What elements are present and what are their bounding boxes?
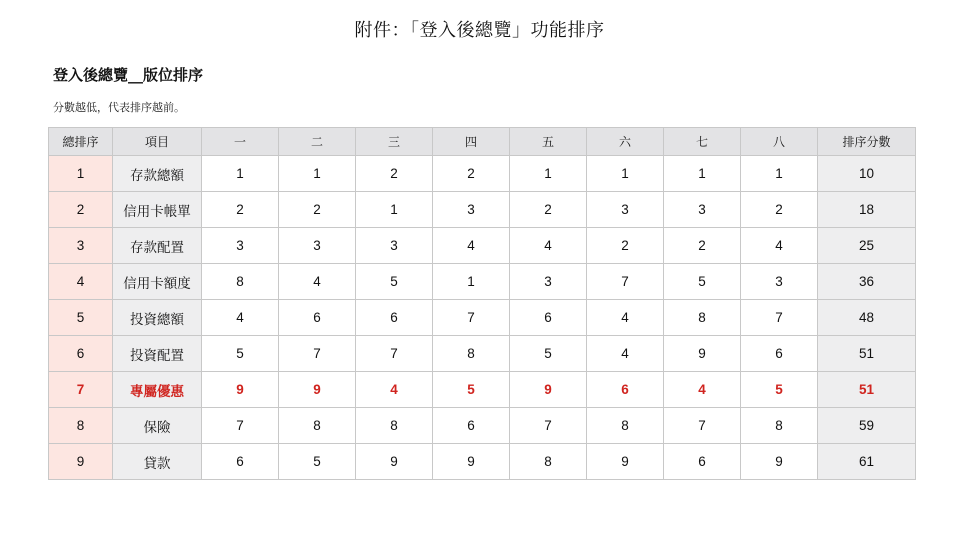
item-cell: 貸款	[113, 444, 202, 480]
score-cell-4: 8	[433, 336, 510, 372]
header-cell-4: 四	[433, 128, 510, 156]
score-cell-3: 5	[356, 264, 433, 300]
score-cell-3: 8	[356, 408, 433, 444]
score-cell-7: 9	[664, 336, 741, 372]
rank-cell: 2	[49, 192, 113, 228]
score-cell-7: 6	[664, 444, 741, 480]
score-cell-1: 7	[202, 408, 279, 444]
total-score-cell: 61	[818, 444, 916, 480]
header-cell-7: 七	[664, 128, 741, 156]
score-cell-2: 4	[279, 264, 356, 300]
score-cell-7: 5	[664, 264, 741, 300]
score-cell-4: 1	[433, 264, 510, 300]
item-cell: 專屬優惠	[113, 372, 202, 408]
score-cell-1: 4	[202, 300, 279, 336]
total-score-cell: 18	[818, 192, 916, 228]
header-cell-item: 項目	[113, 128, 202, 156]
table-row	[49, 408, 916, 444]
score-cell-8: 6	[741, 336, 818, 372]
score-cell-7: 8	[664, 300, 741, 336]
total-score-cell: 59	[818, 408, 916, 444]
score-cell-7: 1	[664, 156, 741, 192]
table-row	[49, 192, 916, 228]
score-cell-2: 6	[279, 300, 356, 336]
score-cell-3: 4	[356, 372, 433, 408]
score-cell-5: 2	[510, 192, 587, 228]
score-cell-2: 2	[279, 192, 356, 228]
score-cell-6: 2	[587, 228, 664, 264]
table-row	[49, 336, 916, 372]
table-row	[49, 264, 916, 300]
score-cell-2: 5	[279, 444, 356, 480]
section-title: 登入後總覽__版位排序	[53, 66, 204, 84]
score-cell-8: 5	[741, 372, 818, 408]
score-cell-4: 2	[433, 156, 510, 192]
score-cell-8: 3	[741, 264, 818, 300]
score-cell-1: 3	[202, 228, 279, 264]
total-score-cell: 51	[818, 372, 916, 408]
score-cell-5: 9	[510, 372, 587, 408]
score-cell-3: 9	[356, 444, 433, 480]
score-cell-6: 8	[587, 408, 664, 444]
score-cell-6: 7	[587, 264, 664, 300]
header-cell-rank: 總排序	[49, 128, 113, 156]
score-cell-4: 4	[433, 228, 510, 264]
score-cell-7: 3	[664, 192, 741, 228]
score-cell-5: 3	[510, 264, 587, 300]
score-cell-2: 7	[279, 336, 356, 372]
score-cell-8: 9	[741, 444, 818, 480]
score-cell-6: 4	[587, 300, 664, 336]
header-cell-5: 五	[510, 128, 587, 156]
score-cell-5: 8	[510, 444, 587, 480]
score-cell-5: 7	[510, 408, 587, 444]
ranking-table	[48, 127, 916, 480]
table-row	[49, 300, 916, 336]
total-score-cell: 25	[818, 228, 916, 264]
score-cell-6: 3	[587, 192, 664, 228]
score-cell-4: 5	[433, 372, 510, 408]
score-cell-1: 6	[202, 444, 279, 480]
score-cell-2: 3	[279, 228, 356, 264]
header-cell-2: 二	[279, 128, 356, 156]
score-cell-2: 9	[279, 372, 356, 408]
score-cell-3: 1	[356, 192, 433, 228]
table-row	[49, 444, 916, 480]
item-cell: 存款配置	[113, 228, 202, 264]
header-cell-1: 一	[202, 128, 279, 156]
item-cell: 投資配置	[113, 336, 202, 372]
score-cell-1: 9	[202, 372, 279, 408]
note-text: 分數越低，代表排序越前。	[53, 101, 185, 114]
total-score-cell: 36	[818, 264, 916, 300]
total-score-cell: 10	[818, 156, 916, 192]
score-cell-4: 7	[433, 300, 510, 336]
score-cell-8: 8	[741, 408, 818, 444]
table-body	[49, 156, 916, 480]
score-cell-5: 4	[510, 228, 587, 264]
rank-cell: 4	[49, 264, 113, 300]
rank-cell: 9	[49, 444, 113, 480]
score-cell-8: 2	[741, 192, 818, 228]
score-cell-5: 6	[510, 300, 587, 336]
table-row	[49, 228, 916, 264]
score-cell-7: 4	[664, 372, 741, 408]
item-cell: 保險	[113, 408, 202, 444]
table-row	[49, 372, 916, 408]
item-cell: 信用卡帳單	[113, 192, 202, 228]
header-row	[49, 128, 916, 156]
score-cell-1: 2	[202, 192, 279, 228]
score-cell-8: 4	[741, 228, 818, 264]
score-cell-4: 3	[433, 192, 510, 228]
score-cell-5: 5	[510, 336, 587, 372]
score-cell-8: 1	[741, 156, 818, 192]
score-cell-8: 7	[741, 300, 818, 336]
table-row	[49, 156, 916, 192]
score-cell-2: 8	[279, 408, 356, 444]
score-cell-7: 7	[664, 408, 741, 444]
score-cell-4: 9	[433, 444, 510, 480]
score-cell-6: 9	[587, 444, 664, 480]
score-cell-6: 4	[587, 336, 664, 372]
rank-cell: 1	[49, 156, 113, 192]
header-cell-6: 六	[587, 128, 664, 156]
page-title: 附件：「登入後總覽」功能排序	[354, 20, 605, 41]
header-cell-score: 排序分數	[818, 128, 916, 156]
rank-cell: 6	[49, 336, 113, 372]
score-cell-1: 1	[202, 156, 279, 192]
score-cell-6: 6	[587, 372, 664, 408]
rank-cell: 8	[49, 408, 113, 444]
score-cell-4: 6	[433, 408, 510, 444]
header-cell-3: 三	[356, 128, 433, 156]
total-score-cell: 48	[818, 300, 916, 336]
score-cell-1: 8	[202, 264, 279, 300]
rank-cell: 3	[49, 228, 113, 264]
score-cell-3: 7	[356, 336, 433, 372]
total-score-cell: 51	[818, 336, 916, 372]
score-cell-3: 6	[356, 300, 433, 336]
header-cell-8: 八	[741, 128, 818, 156]
rank-cell: 5	[49, 300, 113, 336]
rank-cell: 7	[49, 372, 113, 408]
item-cell: 信用卡額度	[113, 264, 202, 300]
score-cell-5: 1	[510, 156, 587, 192]
score-cell-7: 2	[664, 228, 741, 264]
item-cell: 投資總額	[113, 300, 202, 336]
score-cell-2: 1	[279, 156, 356, 192]
item-cell: 存款總額	[113, 156, 202, 192]
score-cell-1: 5	[202, 336, 279, 372]
score-cell-3: 2	[356, 156, 433, 192]
score-cell-3: 3	[356, 228, 433, 264]
score-cell-6: 1	[587, 156, 664, 192]
